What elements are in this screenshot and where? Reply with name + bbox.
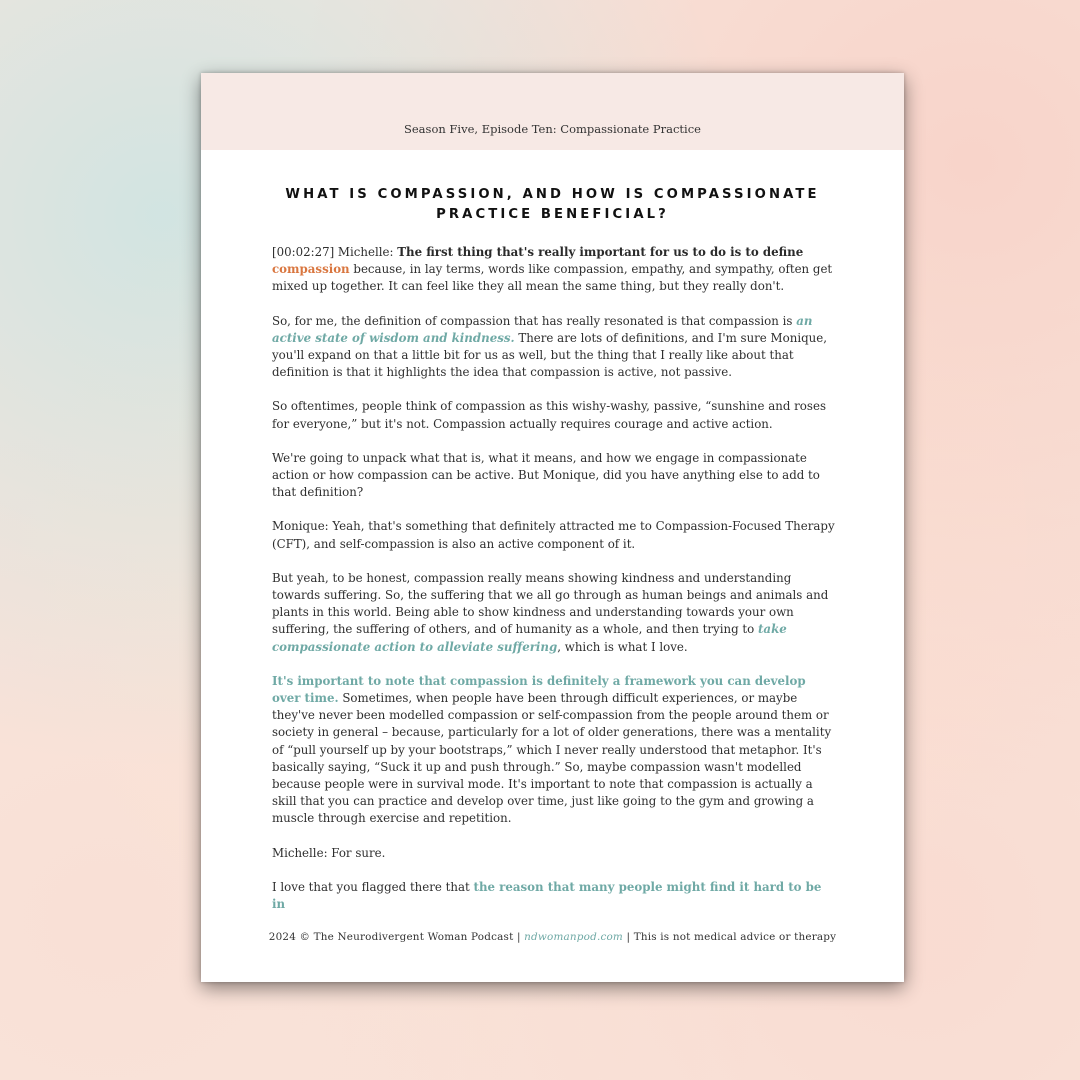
paragraph-2 [272,313,837,382]
highlight-alleviate-suffering: take compassionate action to alleviate suffering [272,622,787,654]
highlight-framework: It's important to note that compassion is definitely a framework you can develop over time. [272,673,806,706]
paragraph-1 [272,244,837,296]
paragraph-7-text: Sometimes, when people have been through difficult experiences, or maybe they've never been modelled compassion or self-compassion from the people around them or society in general – because, particularly for a lot of older generations, there was a mentality of “pull yourself up by your bootstraps,” which I never really understood that metaphor. It's basically saying, “Suck it up and push through.” So, maybe compassion wasn't modelled because people were in survival mode. It's important to note that compassion is actually a skill that you can practice and develop over time, just like going to the gym and growing a muscle through exercise and repetition. [272,691,832,826]
footer-disclaimer: | This is not medical advice or therapy [622,931,837,943]
page-footer [201,931,904,943]
paragraph-8: Michelle: For sure. [272,845,386,860]
transcript-body [272,244,837,930]
paragraph-6 [272,570,837,656]
paragraph-1-text: because, in lay terms, words like compassion, empathy, and sympathy, often get mixed up together. It can feel like they all mean the same thing, but they really don't. [272,262,833,294]
bold-statement: The first thing that's really important for us to do is to define [397,245,804,259]
paragraph-6-text-b: , which is what I love. [557,639,688,654]
page-header-band [201,73,904,150]
paragraph-9 [272,879,837,913]
paragraph-2-text-b: There are lots of definitions, and I'm sure Monique, you'll expand on that a little bit for us as well, but the thing that I really like about that definition is that it highlights the idea that compassion is active, not passive. [272,330,827,380]
paragraph-5: Monique: Yeah, that's something that definitely attracted me to Compassion-Focused Therapy (CFT), and self-compassion is also an active component of it. [272,519,835,551]
episode-title: Season Five, Episode Ten: Compassionate Practice [404,122,701,136]
paragraph-7 [272,673,837,828]
highlight-definition: an active state of wisdom and kindness. [272,313,813,345]
paragraph-2-text-a: So, for me, the definition of compassion that has really resonated is that compassion is [272,313,797,328]
paragraph-6-text-a: But yeah, to be honest, compassion really means showing kindness and understanding towards suffering. So, the suffering that we all go through as human beings and animals and plants in this world. Being able to show kindness and understanding towards your own suffering, the suffering of others, and of humanity as a whole, and then trying to [272,570,829,637]
paragraph-4: We're going to unpack what that is, what it means, and how we engage in compassionate action or how compassion can be active. But Monique, did you have anything else to add to that definition? [272,450,820,500]
highlight-reason: the reason that many people might find it hard to be in [272,879,822,912]
footer-copyright: 2024 © The Neurodivergent Woman Podcast | [268,931,525,943]
paragraph-9-text: I love that you flagged there that [272,879,474,894]
footer-website-link[interactable]: ndwomanpod.com [524,931,623,943]
section-heading: WHAT IS COMPASSION, AND HOW IS COMPASSIONATE PRACTICE BENEFICIAL? [285,187,820,222]
timestamp-speaker: [00:02:27] Michelle: [272,245,398,259]
transcript-page [201,73,904,982]
paragraph-3: So oftentimes, people think of compassion as this wishy-washy, passive, “sunshine and roses for everyone,” but it's not. Compassion actually requires courage and active action. [272,399,826,431]
highlight-compassion: compassion [272,262,350,277]
